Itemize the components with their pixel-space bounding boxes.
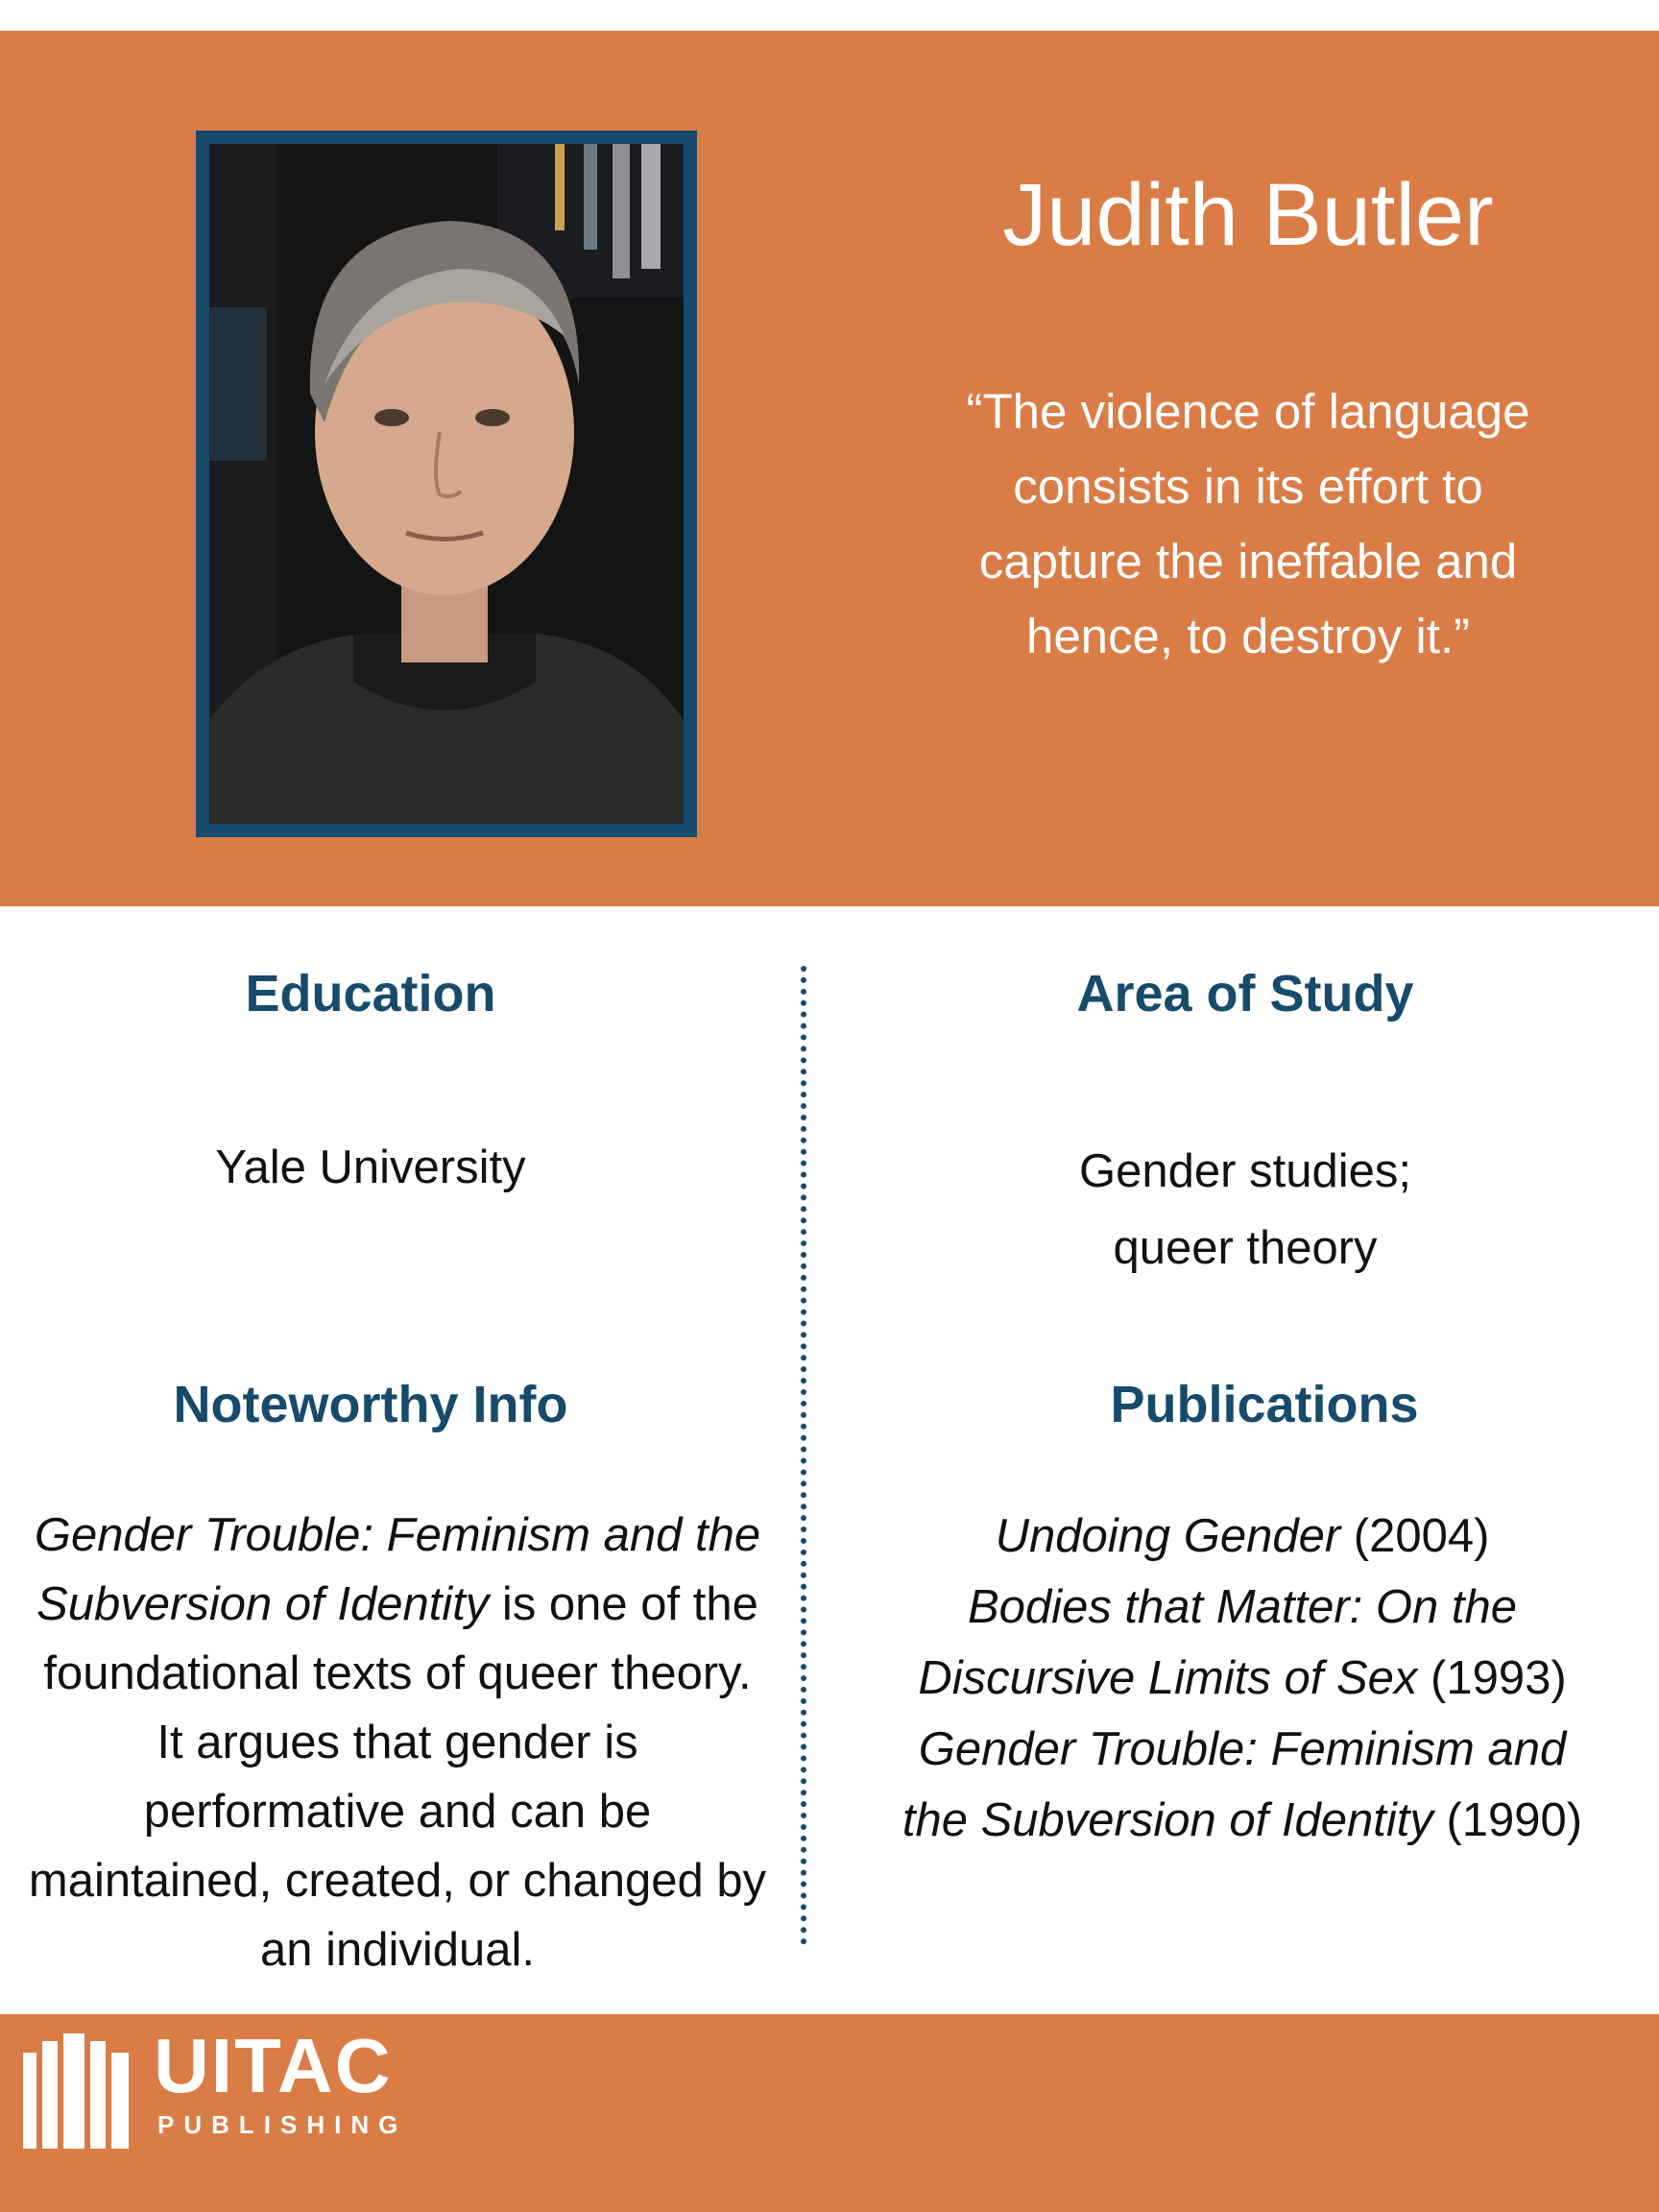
noteworthy-line bbox=[0, 1501, 795, 1570]
bookshelf-logo-icon bbox=[19, 2033, 134, 2149]
publication-title: the Subversion of Identity bbox=[902, 1794, 1433, 1846]
publication-year: (1993) bbox=[1417, 1652, 1567, 1704]
area-of-study-line: queer theory bbox=[1113, 1222, 1378, 1274]
education-heading: Education bbox=[245, 965, 496, 1022]
noteworthy-heading: Noteworthy Info bbox=[173, 1376, 568, 1433]
profile-quote bbox=[874, 374, 1623, 674]
noteworthy-line: performative and can be bbox=[143, 1786, 652, 1838]
noteworthy-title: Gender Trouble: Feminism and the bbox=[34, 1509, 761, 1561]
publication-title: Discursive Limits of Sex bbox=[918, 1652, 1418, 1704]
publication-line bbox=[826, 1714, 1659, 1785]
noteworthy-line: an individual. bbox=[259, 1924, 536, 1976]
publication-line bbox=[826, 1643, 1659, 1714]
publication-line bbox=[826, 1785, 1659, 1856]
profile-name: Judith Butler bbox=[1002, 166, 1494, 264]
publication-line bbox=[826, 1572, 1659, 1643]
publications-list bbox=[826, 1501, 1659, 1856]
quote-line: consists in its effort to bbox=[1013, 459, 1483, 514]
publication-title: Bodies that Matter: On the bbox=[968, 1581, 1517, 1633]
publications-heading: Publications bbox=[1110, 1376, 1419, 1433]
logo-subtitle: PUBLISHING bbox=[157, 2110, 408, 2139]
portrait-image bbox=[209, 144, 684, 824]
quote-line: “The violence of language bbox=[966, 384, 1530, 439]
footer-bar bbox=[0, 2014, 1659, 2212]
portrait-photo bbox=[196, 131, 697, 837]
quote-line: hence, to destroy it.” bbox=[1025, 609, 1471, 663]
logo-name: UITAC bbox=[154, 2023, 393, 2108]
publication-title: Gender Trouble: Feminism and bbox=[918, 1723, 1567, 1775]
area-of-study-line: Gender studies; bbox=[1079, 1145, 1411, 1197]
profile-header bbox=[0, 31, 1659, 906]
publication-line bbox=[826, 1501, 1659, 1572]
noteworthy-line: maintained, created, or changed by bbox=[28, 1855, 767, 1907]
area-of-study-value bbox=[806, 1133, 1659, 1286]
noteworthy-line bbox=[0, 1570, 795, 1639]
column-divider bbox=[801, 966, 806, 1945]
publication-title: Undoing Gender bbox=[995, 1510, 1341, 1562]
noteworthy-text bbox=[0, 1501, 795, 1984]
noteworthy-title: Subversion of Identity bbox=[36, 1578, 490, 1630]
education-school: Yale University bbox=[215, 1142, 526, 1193]
noteworthy-line: It argues that gender is bbox=[156, 1717, 638, 1768]
publication-year: (2004) bbox=[1340, 1510, 1490, 1562]
noteworthy-line: foundational texts of queer theory. bbox=[43, 1647, 752, 1699]
publication-year: (1990) bbox=[1432, 1794, 1583, 1846]
education-value bbox=[0, 1133, 741, 1202]
noteworthy-text-fragment: is one of the bbox=[489, 1578, 758, 1630]
quote-line: capture the ineffable and bbox=[978, 534, 1518, 589]
area-of-study-heading: Area of Study bbox=[1076, 965, 1414, 1022]
